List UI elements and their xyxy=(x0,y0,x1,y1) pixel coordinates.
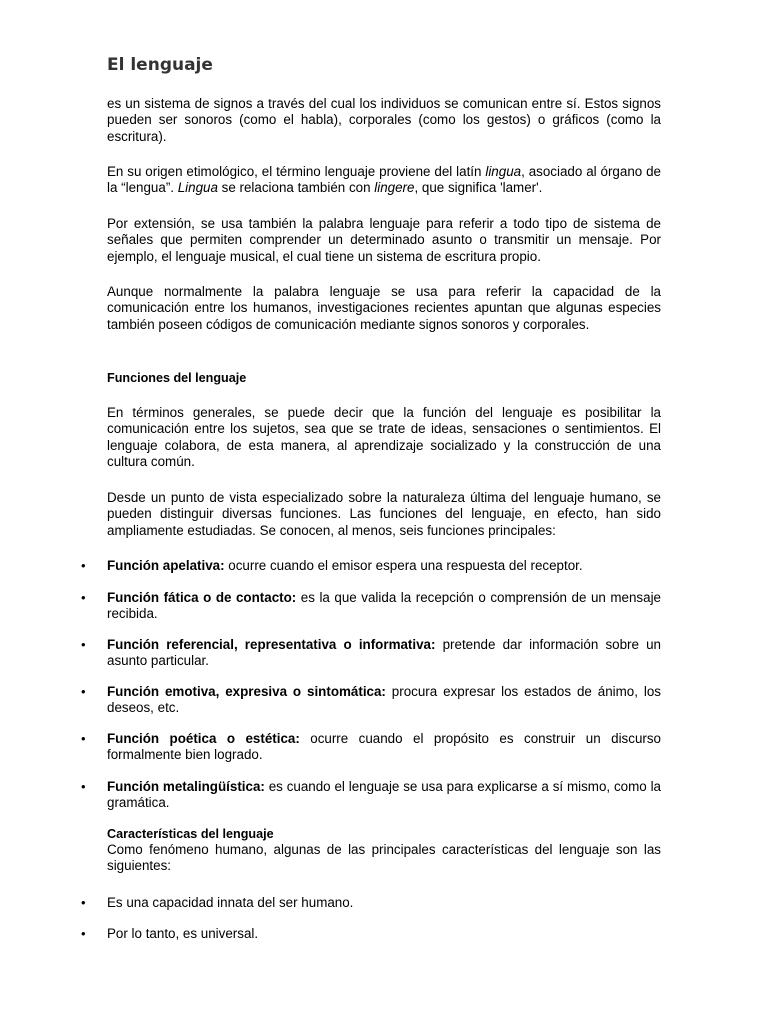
funciones-paragraph-2: Desde un punto de vista especializado sobre la naturaleza última del lenguaje humano, se pueden distinguir diversas funciones. Las funciones del lenguaje, en efecto, han sido ampliamente estudiadas. Se conocen, al menos, seis funciones principales: xyxy=(107,490,661,538)
intro-paragraph-3: Por extensión, se usa también la palabra lenguaje para referir a todo tipo de sistema de señales que permiten comprender un determinado asunto o transmitir un mensaje. Por ejemplo, el lenguaje musical, el cual tiene un sistema de escritura propio. xyxy=(107,216,661,264)
intro-paragraph-2: En su origen etimológico, el término lenguaje proviene del latín lingua, asociado al órgano de la “lengua”. Lingua se relaciona también con lingere, que significa 'lamer'. xyxy=(107,164,662,196)
document-title: El lenguaje xyxy=(107,55,213,75)
intro-paragraph-4: Aunque normalmente la palabra lenguaje se usa para referir la capacidad de la comunicación entre los humanos, investigaciones recientes apuntan que algunas especies también poseen códigos de comunicación mediante signos sonoros y corporales. xyxy=(107,284,661,332)
section-heading-funciones: Funciones del lenguaje xyxy=(107,371,247,385)
funciones-paragraph-1: En términos generales, se puede decir que la función del lenguaje es posibilitar la comunicación entre los sujetos, sea que se trate de ideas, sensaciones o sentimientos. El lenguaje colabora, de esta manera, al aprendizaje socializado y la construcción de una cultura común. xyxy=(107,405,661,470)
bullet-icon: • xyxy=(81,590,86,605)
bullet-icon: • xyxy=(81,895,86,910)
intro-paragraph-1: es un sistema de signos a través del cual los individuos se comunican entre sí. Estos signos pueden ser sonoros (como el habla), corporales (como los gestos) o gráficos (como la escritura). xyxy=(107,96,661,144)
bullet-icon: • xyxy=(81,779,86,794)
caracteristicas-intro: Como fenómeno humano, algunas de las principales características del lenguaje son las siguientes: xyxy=(107,842,661,874)
bullet-icon: • xyxy=(81,684,86,699)
bullet-icon: • xyxy=(81,731,86,746)
document-page: El lenguaje es un sistema de signos a través del cual los individuos se comunican entre sí. Estos signos pueden ser sonoros (como el habla), corporales (como los gestos) o gráficos (como la escritura). En su origen etimológico, el término lenguaje proviene del latín lingua, asociado al órgano de la “lengua”. Lingua se relaciona también con lingere, que significa 'lamer'. Por extensión, se usa también la palabra lenguaje para referir a todo tipo de sistema de señales que permiten comprender un determinado asunto o transmitir un mensaje. Por ejemplo, el lenguaje musical, el cual tiene un sistema de escritura propio. Aunque normalmente la palabra lenguaje se usa para referir la capacidad de la comunicación entre los humanos, investigaciones recientes apuntan que algunas especies también poseen códigos de comunicación mediante signos sonoros y corporales. Funciones del lenguaje En términos generales, se puede decir que la función del lenguaje es posibilitar la comunicación entre los sujetos, sea que se trate de ideas, sensaciones o sentimientos. El lenguaje colabora, de esta manera, al aprendizaje socializado y la construcción de una cultura común. Desde un punto de vista especializado sobre la naturaleza última del lenguaje humano, se pueden distinguir diversas funciones. Las funciones del lenguaje, en efecto, han sido ampliamente estudiadas. Se conocen, al menos, seis funciones principales: • Función apelativa: ocurre cuando el emisor espera una respuesta del receptor. • Función fática o de contacto: es la que valida la recepción o comprensión de un mensaje recibida. • Función referencial, representativa o informativa: pretende dar información sobre un asunto particular. • Función emotiva, expresiva o sintomática: procura expresar los estados de ánimo, los deseos, etc. • Función poética o estética: ocurre cuando el propósito es construir un discurso formalmente bien logrado. • Función metalingüística: es cuando el lenguaje se usa para explicarse a sí mismo, como la gramática. Características del lenguaje Como fenómeno humano, algunas de las principales características del lenguaje son las siguientes: • Es una capacidad innata del ser humano. • Por lo tanto, es universal. xyxy=(81,55,662,941)
section-heading-caracteristicas: Características del lenguaje xyxy=(107,827,274,841)
bullet-icon: • xyxy=(81,558,86,573)
bullet-icon: • xyxy=(81,637,86,652)
bullet-icon: • xyxy=(81,926,86,941)
